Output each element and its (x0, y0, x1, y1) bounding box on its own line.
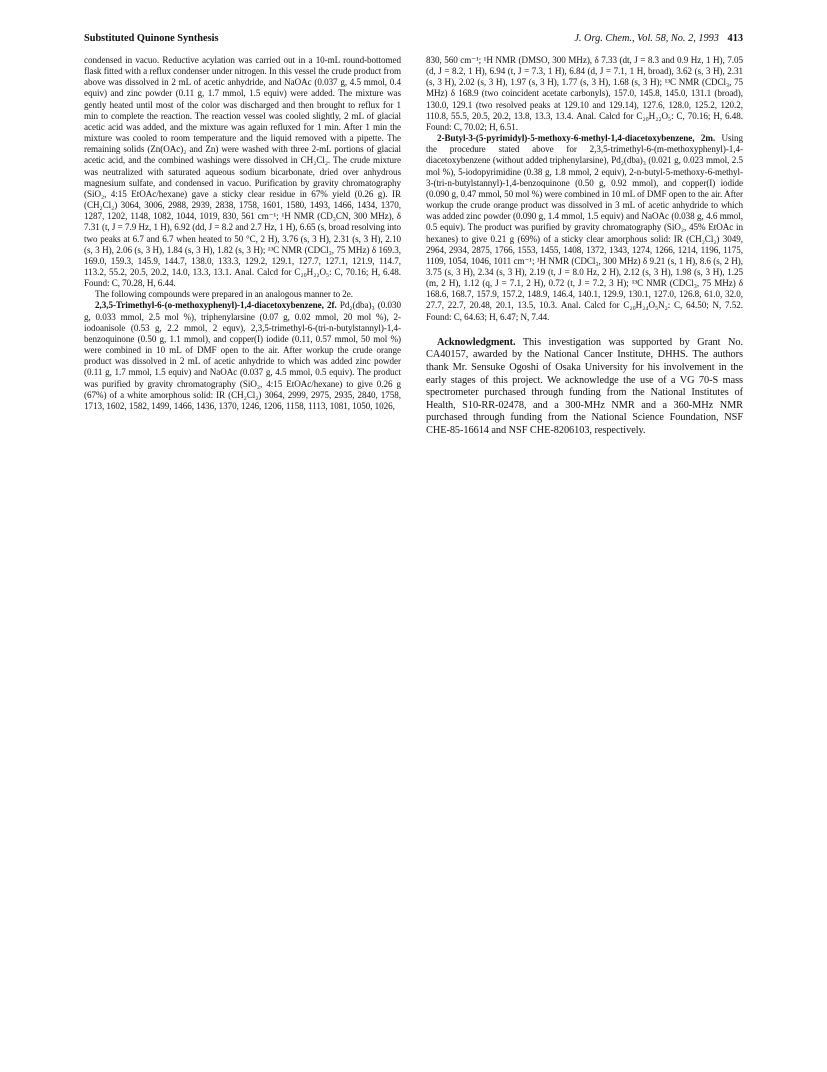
compound-2m-paragraph (426, 133, 743, 323)
acknowledgment-body: This investigation was supported by Grant No. CA40157, awarded by the National Cancer Institute, DHHS. The authors thank Mr. Sensuke Ogoshi of Osaka University for his involvement in the early stages of this project. We acknowledge the use of a VG 70-S mass spectrometer purchased through funding from the National Institutes of Health, S10-RR-02478, and a 300-MHz NMR and a 360-MHz NMR purchased through funding from the National Science Foundation, NSF CHE-85-16614 and NSF CHE-8206103, respectively. (426, 336, 743, 436)
analogous-note-paragraph: The following compounds were prepared in an analogous manner to 2e. (95, 289, 354, 300)
compound-2m-body: Using the procedure stated above for 2,3,5-trimethyl-6-(m-methoxyphenyl)-1,4-diacetoxybenzene (without added triphenylarsine), Pd₂(dba)₃ (0.021 g, 0.023 mmol, 2.5 mol %), 5-iodopyrimidine (0.38 g, 1.8 mmol, 2 equiv), 2-n-butyl-5-methoxy-6-methyl-3-(tri-n-butylstannyl)-1,4-benzoquinone (0.50 g, 0.92 mmol), and copper(I) iodide (0.090 g, 0.47 mmol, 50 mol %) were combined in 10 mL of DMF open to the air. After workup the crude orange product was dissolved in 3 mL of acetic anhydride to which was added zinc powder (0.090 g, 1.4 mmol, 1.5 equiv) and NaOAc (0.038 g, 4.6 mmol, 0.5 equiv). The product was purified by gravity chromatography (SiO₂, 45% EtOAc in hexanes) to give 0.21 g (69%) of a sticky clear amorphous solid: IR (CH₂Cl₂) 3049, 2964, 2934, 2875, 1766, 1553, 1455, 1408, 1372, 1343, 1274, 1266, 1214, 1196, 1175, 1109, 1054, 1046, 1011 cm⁻¹; ¹H NMR (CDCl₃, 300 MHz) δ 9.21 (s, 1 H), 8.6 (s, 2 H), 3.75 (s, 3 H), 2.34 (s, 3 H), 2.19 (t, J = 8.0 Hz, 2 H), 2.12 (s, 3 H), 1.98 (s, 3 H), 1.25 (m, 2 H), 1.12 (q, J = 7.1, 2 H), 0.72 (t, J = 7.2, 3 H); ¹³C NMR (CDCl₃, 75 MHz) δ 168.6, 168.7, 157.9, 157.2, 148.9, 146.4, 140.1, 129.9, 130.1, 127.0, 126.8, 61.0, 32.0, 27.7, 22.7, 20.48, 20.1, 13.5, 10.3. Anal. Calcd for C₂₀H₂₄O₅N₂: C, 64.50; N, 7.52. Found: C, 64.63; H, 6.47; N, 7.44. (426, 133, 743, 322)
compound-2f-title: 2,3,5-Trimethyl-6-(o-methoxyphenyl)-1,4-diacetoxybenzene, 2f. (95, 300, 337, 311)
acknowledgment-title: Acknowledgment. (437, 336, 516, 348)
compound-2f-continued-paragraph: 830, 560 cm⁻¹; ¹H NMR (DMSO, 300 MHz), δ 7.33 (dt, J = 8.3 and 0.9 Hz, 1 H), 7.05 (d, J = 8.2, 1 H), 6.94 (t, J = 7.3, 1 H), 6.84 (d, J = 7.1, 1 H, broad), 3.62 (s, 3 H), 2.31 (s, 3 H), 2.02 (s, 3 H), 1.97 (s, 3 H), 1.77 (s, 3 H), 1.68 (s, 3 H); ¹³C NMR (CDCl₃, 75 MHz) δ 168.9 (two coincident acetate carbonyls), 157.0, 145.8, 145.0, 131.1 (broad), 130.0, 129.1 (two resolved peaks at 129.10 and 129.14), 127.6, 128.0, 125.2, 120.2, 110.8, 55.5, 20.5, 20.2, 13.8, 13.3, 13.4. Anal. Calcd for C₂₀H₂₂O₅: C, 70.16; H, 6.48. Found: C, 70.02; H, 6.51. (426, 55, 743, 132)
left-column (84, 55, 401, 412)
running-header (84, 33, 743, 47)
page-number: 413 (727, 33, 743, 44)
acknowledgment-paragraph (426, 337, 743, 438)
compound-2m-title: 2-Butyl-3-(5-pyrimidyl)-5-methoxy-6-methyl-1,4-diacetoxybenzene, 2m. (437, 133, 716, 144)
compound-2f-body: Pd₂(dba)₃ (0.030 g, 0.033 mmol, 2.5 mol %), triphenylarsine (0.07 g, 0.02 mmol, 20 mol %), 2-iodoanisole (0.53 g, 2.2 mmol, 2 equv), 2,3,5-trimethyl-6-(tri-n-butylstannyl)-1,4-benzoquinone (0.50 g, 1.1 mmol), and copper(I) iodide (0.11, 0.57 mmol, 50 mol %) were combined in 10 mL of DMF open to the air. After workup the crude orange product was dissolved in 2 mL of acetic anhydride to which was added zinc powder (0.11 g, 1.7 mmol, 1.5 equiv) and NaOAc (0.037 g, 4.5 mmol, 0.5 equiv). The product was purified by gravity chromatography (SiO₂, 4:15 EtOAc/hexane) to give 0.26 g (67%) of a white amorphous solid: IR (CH₂Cl₂) 3064, 2999, 2975, 2935, 2840, 1758, 1713, 1602, 1582, 1499, 1466, 1436, 1370, 1246, 1206, 1158, 1113, 1081, 1050, 1026, (84, 300, 401, 411)
journal-name: J. Org. Chem., Vol. 58, No. 2, 1993 (574, 33, 719, 44)
right-column (426, 55, 743, 438)
compound-2f-paragraph (84, 300, 401, 412)
journal-citation (574, 33, 743, 45)
experimental-paragraph: condensed in vacuo. Reductive acylation was carried out in a 10-mL round-bottomed flask fitted with a reflux condenser under nitrogen. In this vessel the crude product from above was dissolved in 2 mL of acetic anhydride, and NaOAc (0.037 g, 4.5 mmol, 0.4 equiv) and zinc powder (0.11 g, 1.7 mmol, 1.5 equiv) were added. The mixture was gently heated until most of the color was discharged and then brought to reflux for 1 min to complete the reaction. The reaction vessel was cooled slightly, 2 mL of glacial acetic acid was added, and the mixture was again refluxed for 1 min. After 1 min the mixture was cooled to room temperature and the liquid removed with a pipette. The remaining solids (Zn(OAc)₂ and Zn) were washed with three 2-mL portions of glacial acetic acid, and the combined washings were dissolved in CH₂Cl₂. The crude mixture was neutralized with saturated aqueous sodium bicarbonate, dried over anhydrous magnesium sulfate, and condensed in vacuo. Purification by gravity chromatography (SiO₂, 4:15 EtOAc/hexane) gave a sticky clear residue in 67% yield (0.26 g). IR (CH₂Cl₂) 3064, 3006, 2988, 2939, 2838, 1758, 1601, 1580, 1493, 1466, 1434, 1370, 1287, 1202, 1148, 1082, 1044, 1019, 830, 561 cm⁻¹; ¹H NMR (CD₃CN, 300 MHz), δ 7.31 (t, J = 7.9 Hz, 1 H), 6.92 (dd, J = 8.2 and 2.7 Hz, 1 H), 6.65 (s, broad resolving into two peaks at 6.7 and 6.7 when heated to 50 °C, 2 H), 3.76 (s, 3 H), 2.31 (s, 3 H), 2.10 (s, 3 H), 2.06 (s, 3 H), 1.84 (s, 3 H), 1.82 (s, 3 H); ¹³C NMR (CDCl₃, 75 MHz) δ 169.3, 169.0, 159.3, 145.9, 144.7, 138.0, 133.3, 129.2, 129.1, 127.7, 127.1, 121.9, 114.7, 113.2, 55.2, 20.5, 20.2, 14.0, 13.3, 13.1. Anal. Calcd for C₂₀H₂₂O₅: C, 70.16; H, 6.48. Found: C, 70.28, H, 6.44. (84, 55, 401, 289)
running-title: Substituted Quinone Synthesis (84, 33, 219, 44)
